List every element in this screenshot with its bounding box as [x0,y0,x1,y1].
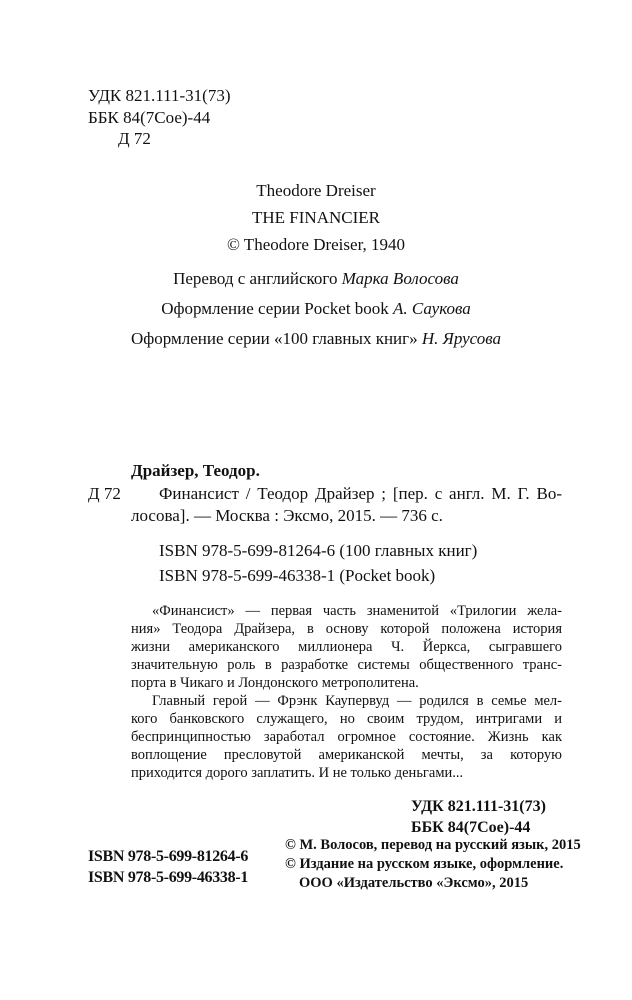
footer-copyright-edition: © Издание на русском языке, оформление. [285,856,564,872]
annotation-line: беспринципностью заработал огромное состояние. Жизнь как [131,729,562,745]
design-100-artist: Н. Ярусова [421,329,502,348]
udk-code-bottom: УДК 821.111-31(73) [411,798,546,815]
annotation-line: ния» Теодора Драйзера, в основу которой положена история [131,621,562,637]
design-100-prefix: Оформление серии «100 главных книг» [130,329,418,348]
translator-name: Марка Волосова [341,269,459,288]
design-pocket-prefix: Оформление серии Pocket book [161,299,389,318]
catalog-isbn-2: ISBN 978-5-699-46338-1 (Pocket book) [159,566,436,585]
annotation-line: кого банковского служащего, но своим трудом, интригами и [131,711,562,727]
catalog-isbn-1: ISBN 978-5-699-81264-6 (100 главных книг) [159,541,478,560]
author-mark: Д 72 [118,129,151,148]
annotation-line: приходится дорого заплатить. И не только деньгами... [131,765,464,781]
footer-isbn-2: ISBN 978-5-699-46338-1 [88,869,249,886]
annotation-line: «Финансист» — первая часть знаменитой «Трилогии жела- [152,603,562,619]
annotation-line: порта в Чикаго и Лондонского метрополитена. [131,675,419,691]
bbk-code-bottom: ББК 84(7Сое)-44 [411,819,531,836]
annotation-line: Главный герой — Фрэнк Каупервуд — родился в семье мел- [152,693,562,709]
footer-copyright-translation: © М. Волосов, перевод на русский язык, 2015 [285,837,581,853]
original-author: Theodore Dreiser [256,181,376,200]
catalog-description-line1: Финансист / Теодор Драйзер ; [пер. с англ. М. Г. Во- [159,484,562,503]
original-copyright: © Theodore Dreiser, 1940 [226,235,406,254]
original-title: THE FINANCIER [252,208,380,227]
annotation-line: жизни американского миллионера Ч. Йеркса, сыгравшего [131,639,562,655]
footer-copyright-publisher: ООО «Издательство «Эксмо», 2015 [299,875,529,891]
annotation-line: значительную роль в разработке системы общественного транс- [131,657,562,673]
translation-prefix: Перевод с английского [173,269,338,288]
catalog-description-line2: лосова]. — Москва : Эксмо, 2015. — 736 с. [131,506,443,525]
annotation-line: воплощение пресловутой американской мечты, за которую [131,747,562,763]
udk-code: УДК 821.111-31(73) [88,86,231,105]
design-100-credit [0,329,632,349]
catalog-heading: Драйзер, Теодор. [131,461,260,480]
design-pocket-artist: А. Саукова [393,299,471,318]
catalog-mark: Д 72 [88,484,121,503]
translation-credit [0,269,632,289]
design-pocket-credit [0,299,632,319]
footer-isbn-1: ISBN 978-5-699-81264-6 [88,848,249,865]
bbk-code: ББК 84(7Сое)-44 [88,108,211,127]
